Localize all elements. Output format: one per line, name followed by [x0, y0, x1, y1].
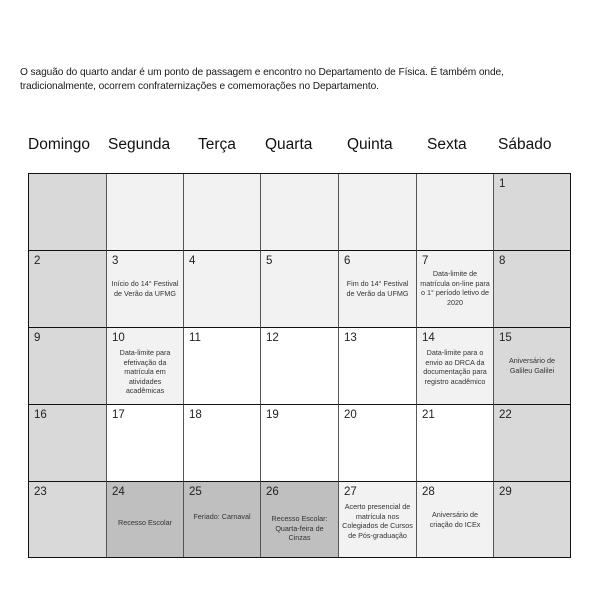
day-number: 22: [499, 409, 512, 421]
weekday-tuesday: Terça: [198, 136, 236, 153]
day-number: 16: [34, 409, 47, 421]
day-number: 29: [499, 486, 512, 498]
day-number: 6: [344, 255, 351, 267]
calendar-day-18: [184, 405, 261, 482]
day-number: 24: [112, 486, 125, 498]
day-number: 9: [34, 332, 41, 344]
calendar-day-21: [417, 405, 494, 482]
day-event: Aniversário de criação do ICEx: [429, 510, 481, 529]
day-event: Data-limite para o envio ao DRCA da documentação para registro acadêmico: [423, 348, 487, 386]
day-event: Data-limite para efetivação da matrícula em atividades acadêmicas: [119, 348, 171, 396]
day-number: 15: [499, 332, 512, 344]
calendar-day-15: [494, 328, 570, 405]
weekday-friday: Sexta: [427, 136, 467, 153]
weekday-monday: Segunda: [108, 136, 171, 153]
day-number: 17: [112, 409, 125, 421]
day-event: Recesso Escolar: Quarta-feira de Cinzas: [271, 514, 328, 543]
weekday-sunday: Domingo: [28, 136, 91, 153]
day-number: 7: [422, 255, 429, 267]
calendar-empty-cell: [184, 174, 261, 251]
weekday-header-row: [28, 136, 573, 156]
day-event: Recesso Escolar: [118, 518, 172, 527]
day-event: Início do 14° Festival de Verão da UFMG: [111, 279, 179, 298]
day-number: 19: [266, 409, 279, 421]
day-number: 5: [266, 255, 273, 267]
calendar-day-25: [184, 482, 261, 557]
day-number: 21: [422, 409, 435, 421]
calendar-day-1: [494, 174, 570, 251]
day-event: Feriado: Carnaval: [193, 512, 251, 521]
calendar-day-28: [417, 482, 494, 557]
calendar-day-26: [261, 482, 339, 557]
day-number: 3: [112, 255, 119, 267]
day-number: 20: [344, 409, 357, 421]
weekday-saturday: Sábado: [498, 136, 552, 153]
day-number: 12: [266, 332, 279, 344]
day-number: 10: [112, 332, 125, 344]
calendar-day-7: [417, 251, 494, 328]
day-event: Data-limite de matrícula on-line para o 1° período letivo de 2020: [420, 269, 490, 307]
day-number: 11: [189, 332, 201, 344]
calendar-day-22: [494, 405, 570, 482]
calendar-empty-cell: [107, 174, 184, 251]
calendar-day-14: [417, 328, 494, 405]
calendar-day-13: [339, 328, 417, 405]
calendar-day-23: [29, 482, 107, 557]
calendar-day-11: [184, 328, 261, 405]
calendar-day-17: [107, 405, 184, 482]
day-number: 18: [189, 409, 202, 421]
calendar-day-4: [184, 251, 261, 328]
calendar-day-24: [107, 482, 184, 557]
calendar-day-19: [261, 405, 339, 482]
day-number: 25: [189, 486, 202, 498]
calendar-day-12: [261, 328, 339, 405]
intro-line-2: tradicionalmente, ocorrem confraternizações e comemorações no Departamento.: [20, 80, 379, 92]
calendar-day-10: [107, 328, 184, 405]
day-number: 1: [499, 178, 506, 190]
calendar-day-6: [339, 251, 417, 328]
day-number: 26: [266, 486, 279, 498]
calendar-day-16: [29, 405, 107, 482]
day-number: 23: [34, 486, 47, 498]
day-number: 14: [422, 332, 435, 344]
calendar-empty-cell: [417, 174, 494, 251]
calendar-empty-cell: [29, 174, 107, 251]
calendar-day-5: [261, 251, 339, 328]
day-event: Acerto presencial de matrícula nos Colegiados de Cursos de Pós-graduação: [342, 502, 413, 540]
day-number: 27: [344, 486, 357, 498]
day-number: 28: [422, 486, 435, 498]
calendar-day-29: [494, 482, 570, 557]
intro-line-1: O saguão do quarto andar é um ponto de passagem e encontro no Departamento de Física. É também onde,: [20, 67, 504, 78]
day-number: 4: [189, 255, 196, 267]
weekday-thursday: Quinta: [347, 136, 393, 153]
weekday-wednesday: Quarta: [265, 136, 313, 153]
day-number: 8: [499, 255, 506, 267]
calendar-day-27: [339, 482, 417, 557]
calendar-day-3: [107, 251, 184, 328]
calendar-empty-cell: [261, 174, 339, 251]
calendar-day-9: [29, 328, 107, 405]
day-event: Fim do 14° Festival de Verão da UFMG: [346, 279, 409, 298]
calendar-grid: [28, 173, 571, 558]
intro-paragraph: [20, 66, 590, 93]
calendar-day-8: [494, 251, 570, 328]
calendar-empty-cell: [339, 174, 417, 251]
day-event: Aniversário de Galileu Galilei: [509, 356, 555, 375]
day-number: 2: [34, 255, 41, 267]
calendar-day-20: [339, 405, 417, 482]
day-number: 13: [344, 332, 357, 344]
calendar-day-2: [29, 251, 107, 328]
